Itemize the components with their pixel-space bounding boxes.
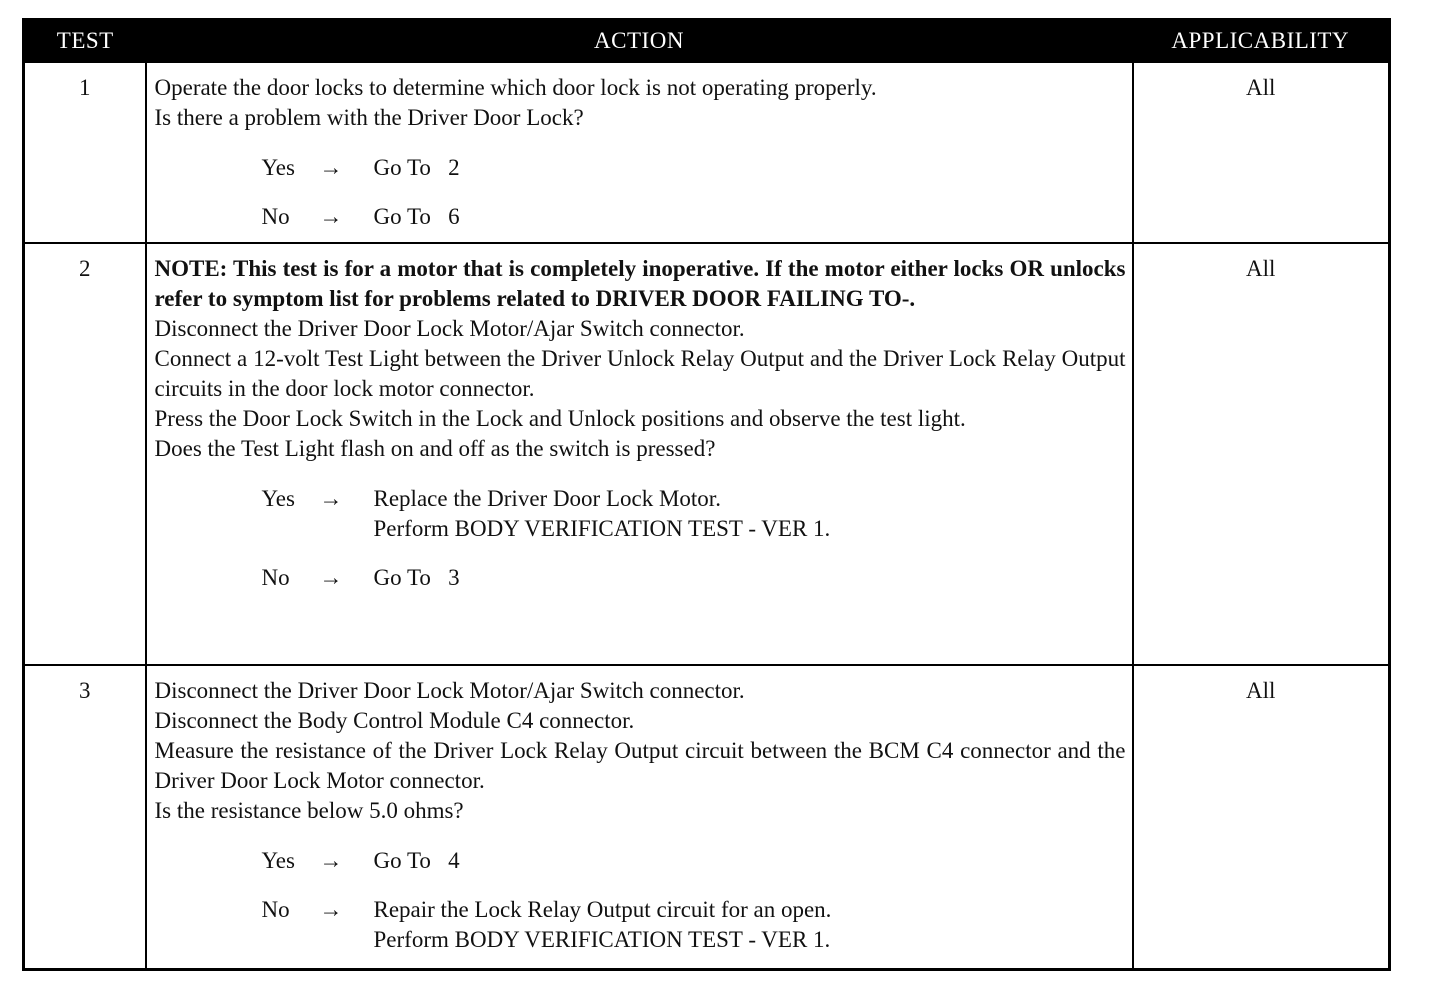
action-line: Operate the door locks to determine which door lock is not operating properly. bbox=[154, 75, 877, 100]
outcome-no bbox=[155, 563, 1126, 593]
result-line: Go To 3 bbox=[373, 565, 460, 590]
outcome-no bbox=[155, 202, 1126, 232]
action-line: Disconnect the Body Control Module C4 connector. bbox=[154, 708, 635, 733]
outcome-result bbox=[374, 563, 1126, 593]
action-line: Disconnect the Driver Door Lock Motor/Ajar Switch connector. bbox=[154, 678, 745, 703]
result-line: Go To 4 bbox=[373, 848, 460, 873]
answer-label: Yes bbox=[261, 155, 295, 180]
result-line: Repair the Lock Relay Output circuit for an open. bbox=[373, 897, 832, 922]
outcome-result bbox=[374, 846, 1126, 876]
answer-label: Yes bbox=[261, 848, 295, 873]
diagnostic-table bbox=[22, 18, 1391, 971]
right-arrow-icon: → bbox=[319, 204, 343, 229]
answer-label: No bbox=[261, 204, 290, 229]
action-line: Measure the resistance of the Driver Lock Relay Output circuit between the BCM C4 connector and the Driver Door Lock Motor connector. bbox=[154, 738, 1126, 793]
right-arrow-icon: → bbox=[319, 848, 343, 873]
result-line: Replace the Driver Door Lock Motor. bbox=[373, 486, 721, 511]
test-number: 2 bbox=[24, 243, 146, 665]
applicability-value: All bbox=[1133, 62, 1390, 243]
header-action: ACTION bbox=[146, 20, 1133, 63]
table-row bbox=[24, 62, 1390, 243]
result-line: Perform BODY VERIFICATION TEST - VER 1. bbox=[373, 927, 831, 952]
action-line: Is there a problem with the Driver Door Lock? bbox=[154, 105, 584, 130]
action-line: Disconnect the Driver Door Lock Motor/Ajar Switch connector. bbox=[154, 316, 745, 341]
action-cell bbox=[146, 243, 1133, 665]
action-line: Does the Test Light flash on and off as the switch is pressed? bbox=[154, 436, 716, 461]
outcome-result bbox=[374, 153, 1126, 183]
answer-label: No bbox=[261, 897, 290, 922]
test-number: 1 bbox=[24, 62, 146, 243]
action-line: Press the Door Lock Switch in the Lock and Unlock positions and observe the test light. bbox=[154, 406, 966, 431]
right-arrow-icon: → bbox=[319, 897, 343, 922]
table-row bbox=[24, 665, 1390, 969]
outcome-yes bbox=[155, 153, 1126, 183]
outcome-no bbox=[155, 895, 1126, 955]
applicability-value: All bbox=[1133, 665, 1390, 969]
header-row bbox=[24, 20, 1390, 63]
action-cell bbox=[146, 665, 1133, 969]
header-applicability: APPLICABILITY bbox=[1133, 20, 1390, 63]
action-line: Connect a 12-volt Test Light between the Driver Unlock Relay Output and the Driver Lock Relay Output circuits in the door lock motor connector. bbox=[154, 346, 1126, 401]
answer-label: No bbox=[261, 565, 290, 590]
outcome-result bbox=[374, 895, 1126, 955]
table-row bbox=[24, 243, 1390, 665]
header-test: TEST bbox=[24, 20, 146, 63]
outcome-result bbox=[374, 484, 1126, 544]
applicability-value: All bbox=[1133, 243, 1390, 665]
outcome-yes bbox=[155, 846, 1126, 876]
right-arrow-icon: → bbox=[319, 155, 343, 180]
answer-label: Yes bbox=[261, 486, 295, 511]
test-number: 3 bbox=[24, 665, 146, 969]
right-arrow-icon: → bbox=[319, 565, 343, 590]
action-line: Is the resistance below 5.0 ohms? bbox=[154, 798, 464, 823]
outcome-result bbox=[374, 202, 1126, 232]
result-line: Perform BODY VERIFICATION TEST - VER 1. bbox=[373, 516, 831, 541]
note-text: NOTE: This test is for a motor that is completely inoperative. If the motor either locks OR unlocks refer to symptom list for problems related to DRIVER DOOR FAILING TO-. bbox=[154, 256, 1126, 311]
right-arrow-icon: → bbox=[319, 486, 343, 511]
result-line: Go To 2 bbox=[373, 155, 460, 180]
action-cell bbox=[146, 62, 1133, 243]
outcome-yes bbox=[155, 484, 1126, 544]
result-line: Go To 6 bbox=[373, 204, 460, 229]
